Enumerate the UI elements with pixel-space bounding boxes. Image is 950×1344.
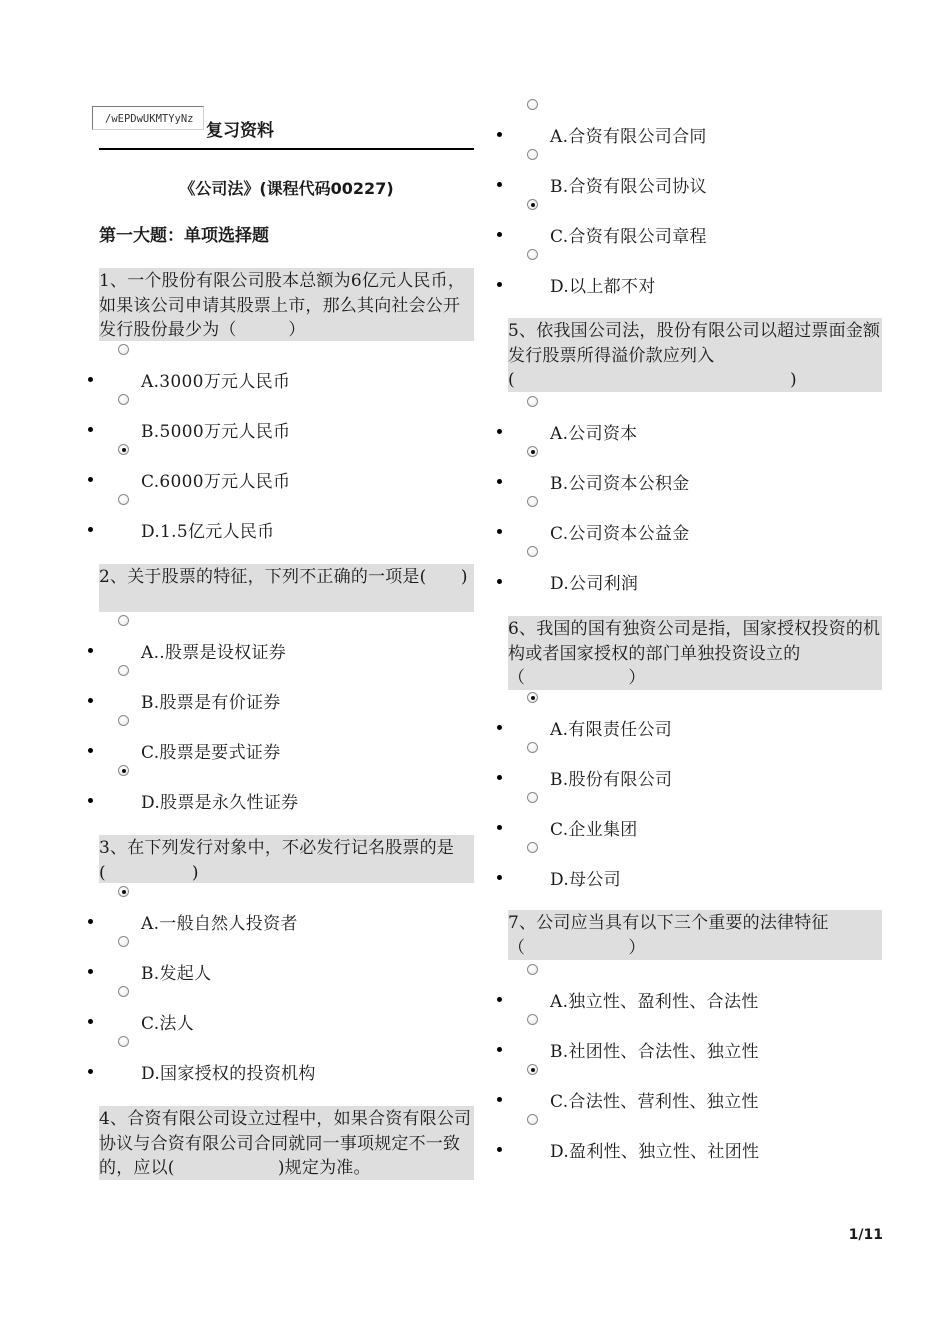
option-radio[interactable] xyxy=(527,99,538,110)
option-radio[interactable] xyxy=(118,344,129,355)
question-text: 2、关于股票的特征，下列不正确的一项是( ) xyxy=(99,564,474,612)
option-radio[interactable] xyxy=(118,444,129,455)
option-radio[interactable] xyxy=(527,446,538,457)
question-text: 1、一个股份有限公司股本总额为6亿元人民币，如果该公司申请其股票上市，那么其向社会公开发行股份最少为（ ） xyxy=(99,268,474,341)
list-bullet xyxy=(88,377,93,382)
list-bullet xyxy=(88,969,93,974)
list-bullet xyxy=(497,282,502,287)
list-bullet xyxy=(88,748,93,753)
list-bullet xyxy=(497,579,502,584)
option-label[interactable]: D.股票是永久性证券 xyxy=(141,793,299,813)
option-label[interactable]: B.公司资本公积金 xyxy=(550,474,690,494)
option-radio[interactable] xyxy=(118,1036,129,1047)
option-label[interactable]: C.公司资本公益金 xyxy=(550,524,690,544)
option-radio[interactable] xyxy=(118,615,129,626)
option-label[interactable]: C.法人 xyxy=(141,1014,195,1034)
list-bullet xyxy=(88,919,93,924)
option-radio[interactable] xyxy=(118,715,129,726)
option-label[interactable]: B.发起人 xyxy=(141,964,212,984)
option-label[interactable]: D.1.5亿元人民币 xyxy=(141,522,275,542)
question-text: 3、在下列发行对象中，不必发行记名股票的是( ) xyxy=(99,835,474,883)
option-label[interactable]: B.5000万元人民币 xyxy=(141,422,291,442)
option-label[interactable]: C.股票是要式证券 xyxy=(141,743,281,763)
question-text: 6、我国的国有独资公司是指，国家授权投资的机构或者国家授权的部门单独投资设立的（ ） xyxy=(508,616,882,690)
option-radio[interactable] xyxy=(118,494,129,505)
page-number xyxy=(849,1227,883,1243)
option-radio[interactable] xyxy=(527,1014,538,1025)
page-separator: / xyxy=(858,1227,864,1243)
list-bullet xyxy=(88,1019,93,1024)
option-radio[interactable] xyxy=(118,765,129,776)
list-bullet xyxy=(497,529,502,534)
question-text: 5、依我国公司法，股份有限公司以超过票面金额发行股票所得溢价款应列入( ) xyxy=(508,318,882,392)
option-radio[interactable] xyxy=(118,986,129,997)
list-bullet xyxy=(88,477,93,482)
header-title: 复习资料 xyxy=(206,121,274,141)
list-bullet xyxy=(497,875,502,880)
option-radio[interactable] xyxy=(527,149,538,160)
list-bullet xyxy=(497,1097,502,1102)
option-label[interactable]: C.6000万元人民币 xyxy=(141,472,291,492)
option-label[interactable]: A.独立性、盈利性、合法性 xyxy=(550,992,759,1012)
list-bullet xyxy=(497,1047,502,1052)
list-bullet xyxy=(497,725,502,730)
page-current: 1 xyxy=(848,1227,859,1243)
option-label[interactable]: A.一般自然人投资者 xyxy=(141,914,298,934)
list-bullet xyxy=(497,182,502,187)
option-radio[interactable] xyxy=(527,396,538,407)
option-radio[interactable] xyxy=(118,886,129,897)
option-label[interactable]: C.合法性、营利性、独立性 xyxy=(550,1092,759,1112)
option-label[interactable]: D.以上都不对 xyxy=(550,277,656,297)
option-radio[interactable] xyxy=(527,964,538,975)
option-radio[interactable] xyxy=(527,199,538,210)
option-label[interactable]: D.盈利性、独立性、社团性 xyxy=(550,1142,760,1162)
course-title: 《公司法》(课程代码00227) xyxy=(179,179,394,198)
list-bullet xyxy=(88,1069,93,1074)
question-text: 4、合资有限公司设立过程中，如果合资有限公司协议与合资有限公司合同就同一事项规定不一致的，应以( )规定为准。 xyxy=(99,1106,474,1180)
option-label[interactable]: A.3000万元人民币 xyxy=(141,372,291,392)
option-label[interactable]: C.合资有限公司章程 xyxy=(550,227,707,247)
list-bullet xyxy=(497,775,502,780)
option-radio[interactable] xyxy=(527,1114,538,1125)
page-total: 11 xyxy=(863,1227,883,1243)
list-bullet xyxy=(497,429,502,434)
option-label[interactable]: A.有限责任公司 xyxy=(550,720,673,740)
option-label[interactable]: B.股票是有价证券 xyxy=(141,693,281,713)
header-rule xyxy=(99,148,474,150)
option-label[interactable]: B.合资有限公司协议 xyxy=(550,177,707,197)
option-label[interactable]: A.公司资本 xyxy=(550,424,638,444)
list-bullet xyxy=(497,479,502,484)
option-label[interactable]: B.社团性、合法性、独立性 xyxy=(550,1042,759,1062)
list-bullet xyxy=(88,427,93,432)
option-label[interactable]: A..股票是设权证券 xyxy=(141,643,287,663)
list-bullet xyxy=(88,698,93,703)
option-label[interactable]: D.国家授权的投资机构 xyxy=(141,1064,316,1084)
option-label[interactable]: A.合资有限公司合同 xyxy=(550,127,707,147)
option-radio[interactable] xyxy=(118,936,129,947)
list-bullet xyxy=(497,825,502,830)
option-radio[interactable] xyxy=(527,792,538,803)
viewstate-field: /wEPDwUKMTYyNz xyxy=(92,106,204,130)
option-radio[interactable] xyxy=(527,546,538,557)
option-radio[interactable] xyxy=(527,742,538,753)
option-radio[interactable] xyxy=(527,692,538,703)
option-label[interactable]: C.企业集团 xyxy=(550,820,638,840)
option-radio[interactable] xyxy=(527,496,538,507)
option-radio[interactable] xyxy=(527,1064,538,1075)
list-bullet xyxy=(497,232,502,237)
option-label[interactable]: D.母公司 xyxy=(550,870,621,890)
option-radio[interactable] xyxy=(527,842,538,853)
document-header xyxy=(92,106,392,141)
option-label[interactable]: D.公司利润 xyxy=(550,574,639,594)
section-title: 第一大题：单项选择题 xyxy=(99,226,269,246)
option-radio[interactable] xyxy=(118,665,129,676)
list-bullet xyxy=(88,527,93,532)
list-bullet xyxy=(497,1147,502,1152)
list-bullet xyxy=(497,132,502,137)
option-radio[interactable] xyxy=(527,249,538,260)
option-label[interactable]: B.股份有限公司 xyxy=(550,770,673,790)
list-bullet xyxy=(497,997,502,1002)
question-text: 7、公司应当具有以下三个重要的法律特征（ ） xyxy=(508,910,882,960)
list-bullet xyxy=(88,648,93,653)
list-bullet xyxy=(88,798,93,803)
option-radio[interactable] xyxy=(118,394,129,405)
